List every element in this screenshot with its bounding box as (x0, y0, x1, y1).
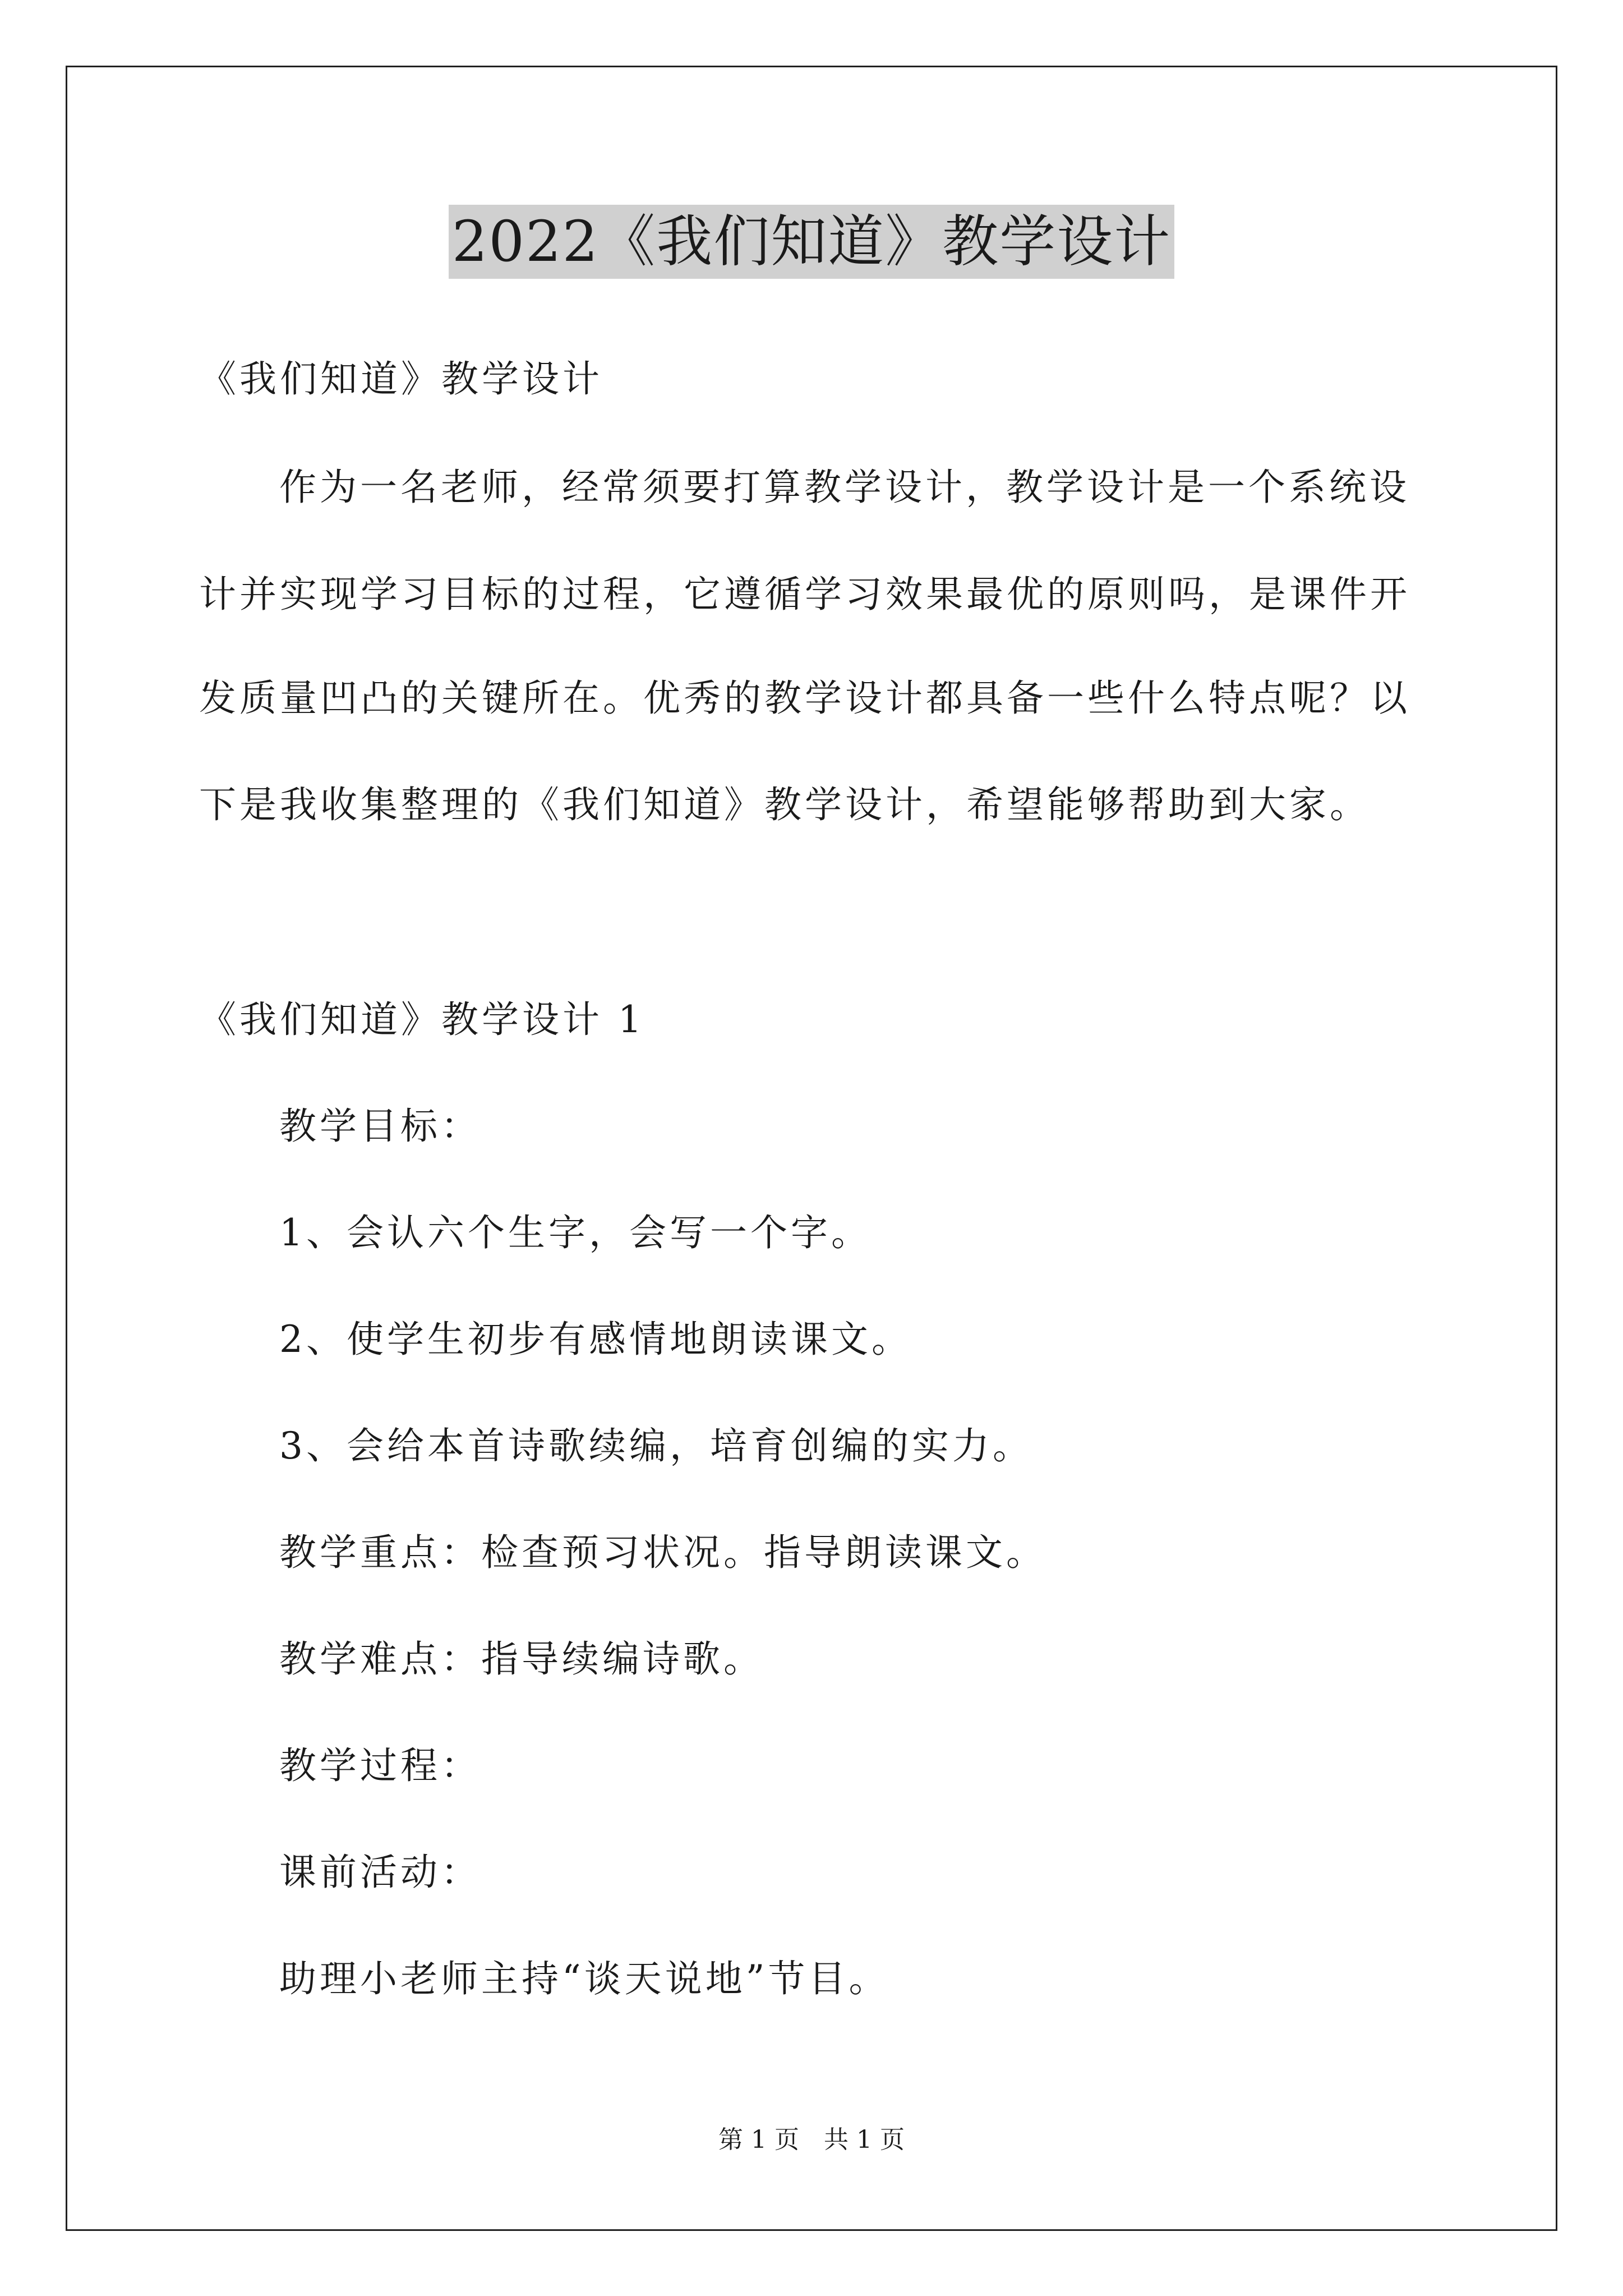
intro-line-2: 计并实现学习目标的过程，它遵循学习效果最优的原则吗，是课件开 (199, 573, 1410, 616)
title-wrap (0, 205, 1623, 279)
body-line-2: 1、会认六个生字，会写一个字。 (279, 1211, 872, 1254)
body-line-4: 3、会给本首诗歌续编，培育创编的实力。 (279, 1424, 1033, 1467)
document-subtitle: 《我们知道》教学设计 (199, 357, 603, 401)
body-line-1: 教学目标： (279, 1105, 481, 1148)
body-line-3: 2、使学生初步有感情地朗读课文。 (279, 1318, 912, 1361)
body-line-7: 教学过程： (279, 1744, 481, 1787)
body-line-8: 课前活动： (279, 1851, 481, 1894)
body-line-5: 教学重点：检查预习状况。指导朗读课文。 (279, 1531, 1046, 1574)
page-footer (0, 2123, 1623, 2157)
intro-line-4: 下是我收集整理的《我们知道》教学设计，希望能够帮助到大家。 (199, 783, 1370, 826)
page-number-current: 第 1 页 (718, 2125, 799, 2154)
body-line-9: 助理小老师主持“谈天说地”节目。 (279, 1957, 889, 2000)
intro-line-3: 发质量凹凸的关键所在。优秀的教学设计都具备一些什么特点呢？以 (199, 677, 1410, 720)
body-line-6: 教学难点：指导续编诗歌。 (279, 1637, 764, 1681)
section-heading: 《我们知道》教学设计 1 (199, 998, 645, 1041)
intro-line-1: 作为一名老师，经常须要打算教学设计，教学设计是一个系统设 (279, 466, 1410, 509)
page-number-total: 共 1 页 (824, 2125, 905, 2154)
document-title: 2022《我们知道》教学设计 (449, 205, 1175, 279)
